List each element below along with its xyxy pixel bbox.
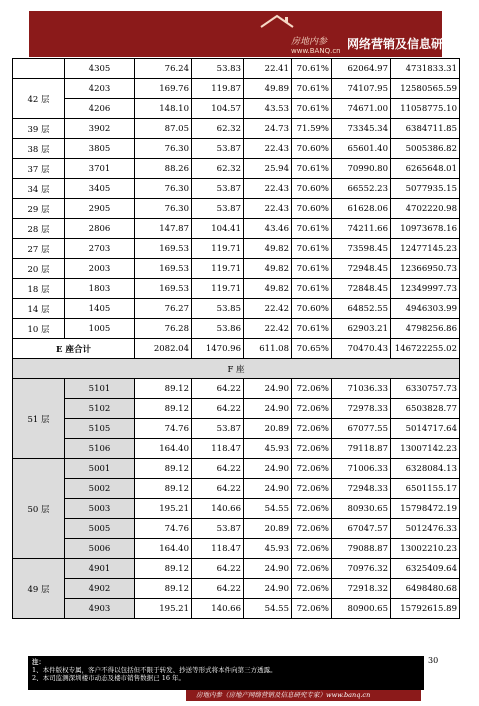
inner-cell: 53.87 (192, 139, 244, 159)
table-row (13, 379, 460, 399)
shared-cell: 24.90 (244, 379, 292, 399)
area-cell: 148.10 (135, 99, 192, 119)
table-row (13, 179, 460, 199)
area-cell: 89.12 (135, 379, 192, 399)
inner-cell: 53.87 (192, 519, 244, 539)
unit-cell: 4206 (65, 99, 135, 119)
notes-heading: 注： (32, 658, 45, 666)
shared-cell: 24.90 (244, 399, 292, 419)
inner-cell: 140.66 (192, 599, 244, 619)
shared-cell: 22.43 (244, 139, 292, 159)
floor-cell: 49 层 (13, 559, 65, 619)
inner-cell: 53.87 (192, 199, 244, 219)
area-cell: 89.12 (135, 459, 192, 479)
shared-cell: 22.42 (244, 319, 292, 339)
total-cell: 6501155.17 (391, 479, 460, 499)
unit-cell: 5106 (65, 439, 135, 459)
unit-cell: 5002 (65, 479, 135, 499)
inner-cell: 64.22 (192, 399, 244, 419)
shared-cell: 24.90 (244, 459, 292, 479)
total-cell: 4798256.86 (391, 319, 460, 339)
rate-cell: 70.61% (292, 159, 332, 179)
sales-table (12, 58, 460, 619)
table-row (13, 299, 460, 319)
shared-cell: 45.93 (244, 539, 292, 559)
rate-cell: 72.06% (292, 519, 332, 539)
total-cell: 11058775.10 (391, 99, 460, 119)
total-area-cell: 2082.04 (135, 339, 192, 359)
inner-cell: 104.57 (192, 99, 244, 119)
shared-cell: 43.53 (244, 99, 292, 119)
price-cell: 62064.97 (332, 59, 391, 79)
area-cell: 76.24 (135, 59, 192, 79)
total-total-cell: 146722255.02 (391, 339, 460, 359)
inner-cell: 64.22 (192, 559, 244, 579)
floor-cell: 29 层 (13, 199, 65, 219)
rate-cell: 72.06% (292, 579, 332, 599)
rate-cell: 70.61% (292, 259, 332, 279)
unit-cell: 3405 (65, 179, 135, 199)
unit-cell: 4903 (65, 599, 135, 619)
total-inner-cell: 1470.96 (192, 339, 244, 359)
note-2: 2、本司监测深圳楼市动态及楼市销售数据已 16 年。 (32, 674, 186, 682)
inner-cell: 53.83 (192, 59, 244, 79)
area-cell: 195.21 (135, 599, 192, 619)
rate-cell: 70.60% (292, 139, 332, 159)
shared-cell: 49.82 (244, 259, 292, 279)
total-cell: 4946303.99 (391, 299, 460, 319)
shared-cell: 22.43 (244, 199, 292, 219)
total-cell: 12580565.59 (391, 79, 460, 99)
total-cell: 5012476.33 (391, 519, 460, 539)
price-cell: 80900.65 (332, 599, 391, 619)
total-price-cell: 70470.43 (332, 339, 391, 359)
unit-cell: 5101 (65, 379, 135, 399)
shared-cell: 43.46 (244, 219, 292, 239)
price-cell: 67077.55 (332, 419, 391, 439)
area-cell: 76.27 (135, 299, 192, 319)
rate-cell: 72.06% (292, 459, 332, 479)
total-cell: 4702220.98 (391, 199, 460, 219)
table-row (13, 559, 460, 579)
rate-cell: 70.61% (292, 239, 332, 259)
price-cell: 67047.57 (332, 519, 391, 539)
area-cell: 195.21 (135, 499, 192, 519)
unit-cell: 5006 (65, 539, 135, 559)
price-cell: 61628.06 (332, 199, 391, 219)
price-cell: 74211.66 (332, 219, 391, 239)
floor-cell: 38 层 (13, 139, 65, 159)
total-cell: 6503828.77 (391, 399, 460, 419)
floor-cell: 39 层 (13, 119, 65, 139)
area-cell: 164.40 (135, 539, 192, 559)
area-cell: 147.87 (135, 219, 192, 239)
shared-cell: 24.90 (244, 579, 292, 599)
table-row (13, 479, 460, 499)
unit-cell: 4901 (65, 559, 135, 579)
unit-cell: 5105 (65, 419, 135, 439)
inner-cell: 119.71 (192, 239, 244, 259)
total-cell: 13007142.23 (391, 439, 460, 459)
price-cell: 70976.32 (332, 559, 391, 579)
table-row (13, 519, 460, 539)
table-row (13, 79, 460, 99)
rate-cell: 70.61% (292, 99, 332, 119)
rate-cell: 70.60% (292, 299, 332, 319)
logo-text: 房地内参 (291, 37, 328, 47)
shared-cell: 22.41 (244, 59, 292, 79)
inner-cell: 119.71 (192, 259, 244, 279)
shared-cell: 20.89 (244, 419, 292, 439)
shared-cell: 24.73 (244, 119, 292, 139)
table-row (13, 439, 460, 459)
price-cell: 74671.00 (332, 99, 391, 119)
table-row (13, 579, 460, 599)
rate-cell: 70.60% (292, 199, 332, 219)
inner-cell: 53.87 (192, 179, 244, 199)
total-cell: 6265648.01 (391, 159, 460, 179)
table-row (13, 119, 460, 139)
inner-cell: 64.22 (192, 459, 244, 479)
unit-cell: 5102 (65, 399, 135, 419)
table-row (13, 219, 460, 239)
price-cell: 72948.45 (332, 259, 391, 279)
table-row (13, 199, 460, 219)
rate-cell: 72.06% (292, 399, 332, 419)
area-cell: 74.76 (135, 519, 192, 539)
area-cell: 89.12 (135, 579, 192, 599)
table-row (13, 399, 460, 419)
inner-cell: 104.41 (192, 219, 244, 239)
total-cell: 12366950.73 (391, 259, 460, 279)
table-row (13, 419, 460, 439)
header-banner (29, 11, 479, 57)
total-cell: 15798472.19 (391, 499, 460, 519)
shared-cell: 24.90 (244, 559, 292, 579)
total-cell: 15792615.89 (391, 599, 460, 619)
unit-cell: 3902 (65, 119, 135, 139)
price-cell: 79088.87 (332, 539, 391, 559)
shared-cell: 49.89 (244, 79, 292, 99)
price-cell: 72848.45 (332, 279, 391, 299)
site-url: www.BANQ.cn (291, 47, 341, 55)
table-row (13, 159, 460, 179)
area-cell: 169.53 (135, 239, 192, 259)
inner-cell: 53.85 (192, 299, 244, 319)
shared-cell: 22.42 (244, 299, 292, 319)
floor-cell: 42 层 (13, 79, 65, 119)
price-cell: 71036.33 (332, 379, 391, 399)
table-row (13, 259, 460, 279)
table-row (13, 319, 460, 339)
inner-cell: 64.22 (192, 479, 244, 499)
total-cell: 4731833.31 (391, 59, 460, 79)
table-row (13, 99, 460, 119)
area-cell: 74.76 (135, 419, 192, 439)
shared-cell: 45.93 (244, 439, 292, 459)
shared-cell: 49.82 (244, 239, 292, 259)
price-cell: 71006.33 (332, 459, 391, 479)
total-cell: 5014717.64 (391, 419, 460, 439)
price-cell: 73345.34 (332, 119, 391, 139)
note-1: 1、本件版权专属，客户不得以包括但不限于转发、抄送等形式将本件向第三方透露。 (32, 666, 277, 674)
rate-cell: 70.61% (292, 279, 332, 299)
inner-cell: 62.32 (192, 119, 244, 139)
rate-cell: 70.61% (292, 319, 332, 339)
total-label-cell: E 座合计 (13, 339, 135, 359)
rate-cell: 72.06% (292, 419, 332, 439)
rate-cell: 71.59% (292, 119, 332, 139)
inner-cell: 118.47 (192, 439, 244, 459)
table-row (13, 539, 460, 559)
rate-cell: 72.06% (292, 539, 332, 559)
area-cell: 89.12 (135, 399, 192, 419)
total-shared-cell: 611.08 (244, 339, 292, 359)
total-row (13, 339, 460, 359)
price-cell: 65601.40 (332, 139, 391, 159)
price-cell: 64852.55 (332, 299, 391, 319)
unit-cell: 5005 (65, 519, 135, 539)
rate-cell: 72.06% (292, 599, 332, 619)
table-row (13, 279, 460, 299)
unit-cell: 2905 (65, 199, 135, 219)
rate-cell: 70.61% (292, 79, 332, 99)
area-cell: 169.53 (135, 259, 192, 279)
unit-cell: 5001 (65, 459, 135, 479)
total-cell: 5077935.15 (391, 179, 460, 199)
rate-cell: 70.60% (292, 179, 332, 199)
total-cell: 12349997.73 (391, 279, 460, 299)
price-cell: 80930.65 (332, 499, 391, 519)
rate-cell: 72.06% (292, 499, 332, 519)
rate-cell: 72.06% (292, 479, 332, 499)
rate-cell: 70.61% (292, 219, 332, 239)
shared-cell: 24.90 (244, 479, 292, 499)
unit-cell: 3701 (65, 159, 135, 179)
area-cell: 89.12 (135, 479, 192, 499)
total-cell: 6498480.68 (391, 579, 460, 599)
total-cell: 6330757.73 (391, 379, 460, 399)
price-cell: 72918.32 (332, 579, 391, 599)
unit-cell: 4203 (65, 79, 135, 99)
rate-cell: 72.06% (292, 439, 332, 459)
table-row (13, 459, 460, 479)
floor-cell: 28 层 (13, 219, 65, 239)
price-cell: 72948.33 (332, 479, 391, 499)
area-cell: 76.30 (135, 139, 192, 159)
unit-cell: 3805 (65, 139, 135, 159)
inner-cell: 119.87 (192, 79, 244, 99)
table-row (13, 139, 460, 159)
rate-cell: 72.06% (292, 379, 332, 399)
shared-cell: 20.89 (244, 519, 292, 539)
price-cell: 73598.45 (332, 239, 391, 259)
price-cell: 70990.80 (332, 159, 391, 179)
inner-cell: 62.32 (192, 159, 244, 179)
total-cell: 13002210.23 (391, 539, 460, 559)
area-cell: 88.26 (135, 159, 192, 179)
shared-cell: 49.82 (244, 279, 292, 299)
header-title: 网络营销及信息研究专家 (347, 37, 479, 51)
table-row (13, 499, 460, 519)
unit-cell: 2806 (65, 219, 135, 239)
area-cell: 87.05 (135, 119, 192, 139)
table-row (13, 599, 460, 619)
table-row (13, 59, 460, 79)
price-cell: 79118.87 (332, 439, 391, 459)
inner-cell: 64.22 (192, 579, 244, 599)
inner-cell: 140.66 (192, 499, 244, 519)
floor-cell (13, 59, 65, 79)
shared-cell: 54.55 (244, 499, 292, 519)
inner-cell: 119.71 (192, 279, 244, 299)
unit-cell: 1405 (65, 299, 135, 319)
area-cell: 89.12 (135, 559, 192, 579)
total-cell: 6384711.85 (391, 119, 460, 139)
area-cell: 169.76 (135, 79, 192, 99)
area-cell: 76.28 (135, 319, 192, 339)
area-cell: 169.53 (135, 279, 192, 299)
inner-cell: 53.86 (192, 319, 244, 339)
inner-cell: 118.47 (192, 539, 244, 559)
price-cell: 74107.95 (332, 79, 391, 99)
price-cell: 66552.23 (332, 179, 391, 199)
section-row (13, 359, 460, 379)
total-cell: 12477145.23 (391, 239, 460, 259)
unit-cell: 1803 (65, 279, 135, 299)
floor-cell: 34 层 (13, 179, 65, 199)
total-rate-cell: 70.65% (292, 339, 332, 359)
rate-cell: 70.61% (292, 59, 332, 79)
total-cell: 6328084.13 (391, 459, 460, 479)
shared-cell: 22.43 (244, 179, 292, 199)
total-cell: 5005386.82 (391, 139, 460, 159)
unit-cell: 5003 (65, 499, 135, 519)
unit-cell: 1005 (65, 319, 135, 339)
floor-cell: 20 层 (13, 259, 65, 279)
unit-cell: 2703 (65, 239, 135, 259)
total-cell: 6325409.64 (391, 559, 460, 579)
area-cell: 76.30 (135, 179, 192, 199)
price-cell: 72978.33 (332, 399, 391, 419)
unit-cell: 4305 (65, 59, 135, 79)
floor-cell: 51 层 (13, 379, 65, 459)
price-cell: 62903.21 (332, 319, 391, 339)
notes-box (28, 656, 424, 690)
floor-cell: 14 层 (13, 299, 65, 319)
table-row (13, 239, 460, 259)
floor-cell: 50 层 (13, 459, 65, 559)
shared-cell: 25.94 (244, 159, 292, 179)
footer-bar: 房地内参（房地产网络营销及信息研究专家）www.banq.cn (186, 690, 421, 701)
floor-cell: 37 层 (13, 159, 65, 179)
area-cell: 164.40 (135, 439, 192, 459)
unit-cell: 2003 (65, 259, 135, 279)
inner-cell: 64.22 (192, 379, 244, 399)
rate-cell: 72.06% (292, 559, 332, 579)
unit-cell: 4902 (65, 579, 135, 599)
floor-cell: 27 层 (13, 239, 65, 259)
floor-cell: 10 层 (13, 319, 65, 339)
total-cell: 10973678.16 (391, 219, 460, 239)
area-cell: 76.30 (135, 199, 192, 219)
inner-cell: 53.87 (192, 419, 244, 439)
page-number: 30 (428, 656, 439, 665)
floor-cell: 18 层 (13, 279, 65, 299)
section-title: F 座 (13, 359, 460, 379)
shared-cell: 54.55 (244, 599, 292, 619)
